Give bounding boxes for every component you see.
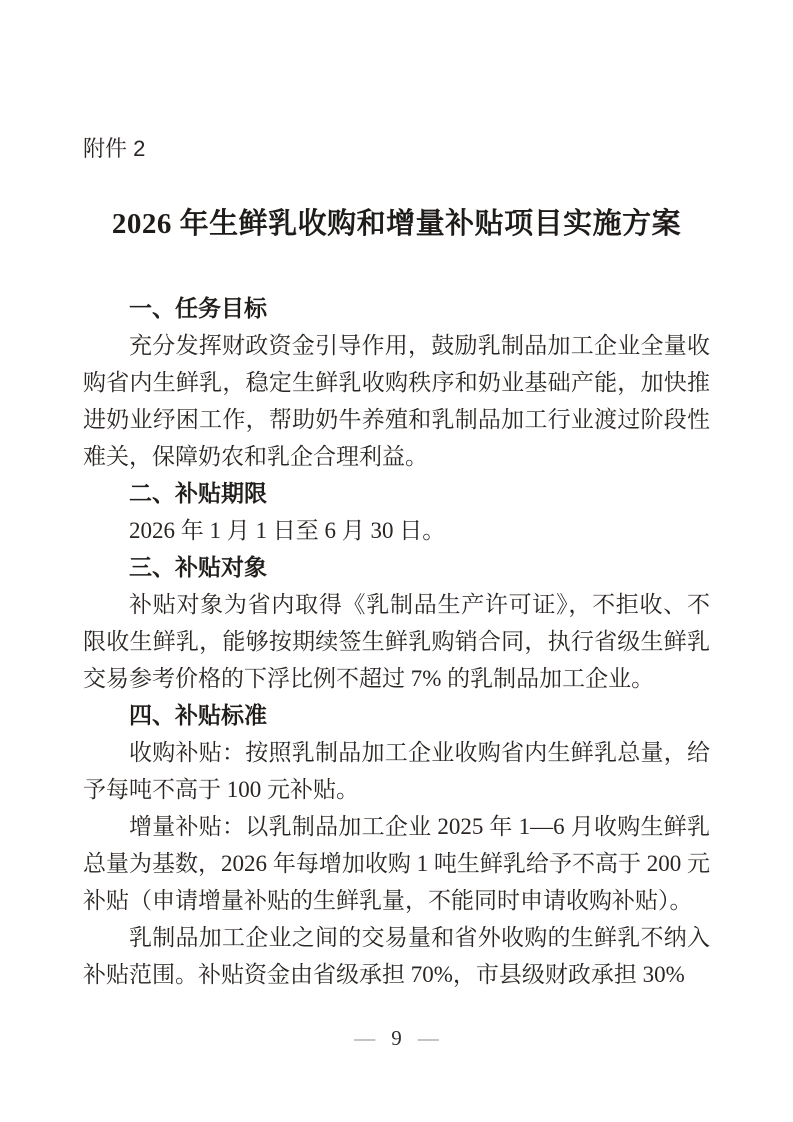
- section-heading: 四、补贴标准: [129, 702, 267, 728]
- footer-left-dash: —: [354, 1026, 376, 1050]
- page-footer: [0, 1026, 793, 1051]
- footer-right-dash: —: [417, 1026, 439, 1050]
- document-title: 2026 年生鲜乳收购和增量补贴项目实施方案: [111, 208, 682, 240]
- section-heading: 二、补贴期限: [129, 480, 267, 506]
- body-paragraph: 充分发挥财政资金引导作用，鼓励乳制品加工企业全量收购省内生鲜乳，稳定生鲜乳收购秩序和奶业基础产能，加快推进奶业纾困工作，帮助奶牛养殖和乳制品加工行业渡过阶段性难关，保障奶农和乳企合理利益。: [83, 333, 710, 469]
- document-body: [83, 290, 710, 993]
- body-paragraph: 乳制品加工企业之间的交易量和省外收购的生鲜乳不纳入补贴范围。补贴资金由省级承担 70%，市县级财政承担 30%: [83, 925, 710, 987]
- section-heading: 三、补贴对象: [129, 554, 267, 580]
- attachment-label: 附件 2: [83, 136, 146, 161]
- body-paragraph: 增量补贴：以乳制品加工企业 2025 年 1—6 月收购生鲜乳总量为基数，2026 年每增加收购 1 吨生鲜乳给予不高于 200 元补贴（申请增量补贴的生鲜乳量，不能同时申请收购补贴）。: [83, 814, 710, 913]
- body-paragraph: 2026 年 1 月 1 日至 6 月 30 日。: [129, 518, 446, 543]
- section-heading: 一、任务目标: [129, 295, 267, 321]
- footer-page-number: 9: [391, 1026, 402, 1050]
- body-paragraph: 收购补贴：按照乳制品加工企业收购省内生鲜乳总量，给予每吨不高于 100 元补贴。: [83, 740, 710, 802]
- body-paragraph: 补贴对象为省内取得《乳制品生产许可证》，不拒收、不限收生鲜乳，能够按期续签生鲜乳购销合同，执行省级生鲜乳交易参考价格的下浮比例不超过 7% 的乳制品加工企业。: [83, 592, 710, 691]
